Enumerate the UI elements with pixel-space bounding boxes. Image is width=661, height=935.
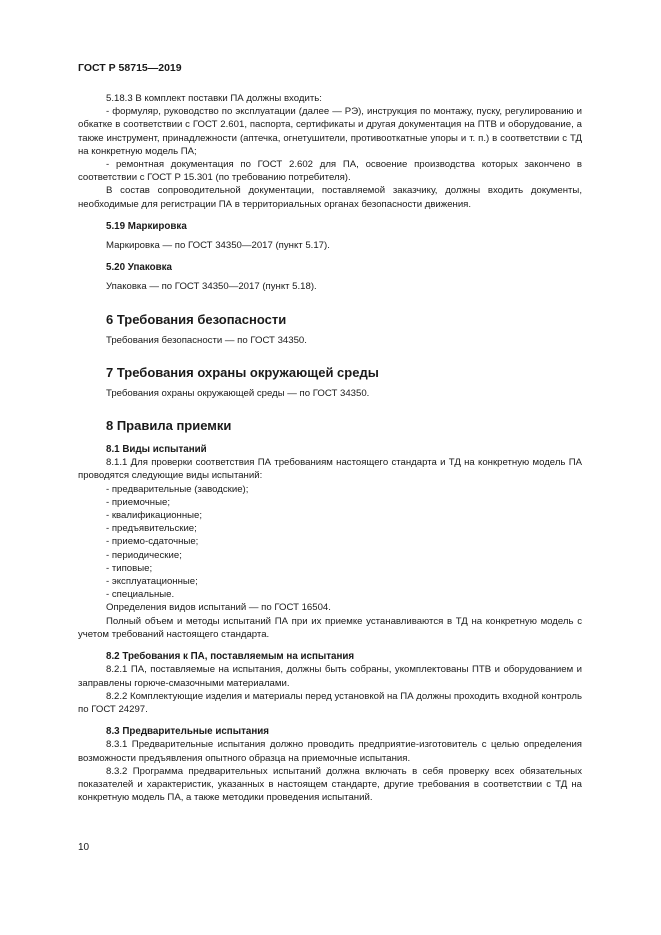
clause-5-18-3-intro: 5.18.3 В комплект поставки ПА должны входить:: [106, 93, 322, 104]
clause-8-2-1: 8.2.1 ПА, поставляемые на испытания, должны быть собраны, укомплектованы ПТВ и оборудованием и заправлены горюче-смазочными материалами.: [78, 664, 582, 689]
list-item: - периодические;: [106, 549, 182, 561]
heading-8-3: 8.3 Предварительные испытания: [106, 726, 269, 738]
page-number: 10: [78, 842, 90, 853]
heading-8-1: 8.1 Виды испытаний: [106, 444, 207, 456]
list-item: - приемо-сдаточные;: [106, 536, 199, 548]
clause-5-18-3-item-2: - ремонтная документация по ГОСТ 2.602 для ПА, освоение производства которых закончено в соответствии с ГОСТ Р 15.301 (по требованию потребителя).: [78, 159, 582, 184]
heading-5-20: 5.20 Упаковка: [106, 262, 173, 274]
list-item: - приемочные;: [106, 496, 170, 508]
list-item: - типовые;: [106, 562, 153, 574]
list-item: - эксплуатационные;: [106, 576, 198, 588]
list-item: - специальные.: [106, 589, 175, 601]
heading-8-2: 8.2 Требования к ПА, поставляемым на испытания: [106, 651, 355, 663]
test-types-list: [78, 483, 582, 602]
text-5-20: Упаковка — по ГОСТ 34350—2017 (пункт 5.18).: [106, 281, 317, 293]
clause-8-2-2: 8.2.2 Комплектующие изделия и материалы перед установкой на ПА должны проходить входной контроль по ГОСТ 24297.: [78, 690, 582, 715]
clause-8-1-scope: Полный объем и методы испытаний ПА при их приемке устанавливаются в ТД на конкретную модель с учетом требований настоящего стандарта.: [78, 615, 582, 640]
text-5-19: Маркировка — по ГОСТ 34350—2017 (пункт 5.17).: [106, 240, 330, 252]
text-section-7: Требования охраны окружающей среды — по ГОСТ 34350.: [106, 387, 370, 399]
document-code: ГОСТ Р 58715—2019: [78, 62, 182, 74]
clause-5-18-3-note: В состав сопроводительной документации, поставляемой заказчику, должны входить документы, необходимые для регистрации ПА в территориальных органах безопасности движения.: [78, 185, 582, 210]
text-section-6: Требования безопасности — по ГОСТ 34350.: [106, 334, 307, 346]
clause-8-1-definitions: Определения видов испытаний — по ГОСТ 16504.: [106, 602, 331, 614]
clause-8-3-1: 8.3.1 Предварительные испытания должно проводить предприятие-изготовитель с целью определения возможности предъявления опытного образца на приемочные испытания.: [78, 739, 582, 764]
heading-section-6: 6 Требования безопасности: [106, 311, 287, 327]
list-item: - квалификационные;: [106, 510, 203, 522]
clause-5-18-3-item-1: - формуляр, руководство по эксплуатации (далее — РЭ), инструкция по монтажу, пуску, регулированию и обкатке в соответствии с ГОСТ 2.601, паспорта, сертификаты и другая документация на ПТВ и оборудование, а также инструмент, принадлежности (аптечка, огнетушители, противооткатные упоры и т. п.) в соответствии с ТД на конкретную модель ПА;: [78, 106, 582, 157]
page-body: [78, 92, 582, 804]
list-item: - предварительные (заводские);: [106, 483, 249, 495]
heading-5-19: 5.19 Маркировка: [106, 220, 187, 232]
clause-8-1-1: 8.1.1 Для проверки соответствия ПА требованиям настоящего стандарта и ТД на конкретную модель ПА проводятся следующие виды испытаний:: [78, 457, 582, 482]
heading-section-8: 8 Правила приемки: [106, 418, 232, 434]
clause-8-3-2: 8.3.2 Программа предварительных испытаний должна включать в себя проверку всех обязательных показателей и характеристик, указанных в настоящем стандарте, другие требования в соответствии с ТД на конкретную модель ПА, а также методики проведения испытаний.: [78, 765, 582, 804]
heading-section-7: 7 Требования охраны окружающей среды: [106, 364, 379, 380]
list-item: - предъявительские;: [106, 523, 197, 535]
